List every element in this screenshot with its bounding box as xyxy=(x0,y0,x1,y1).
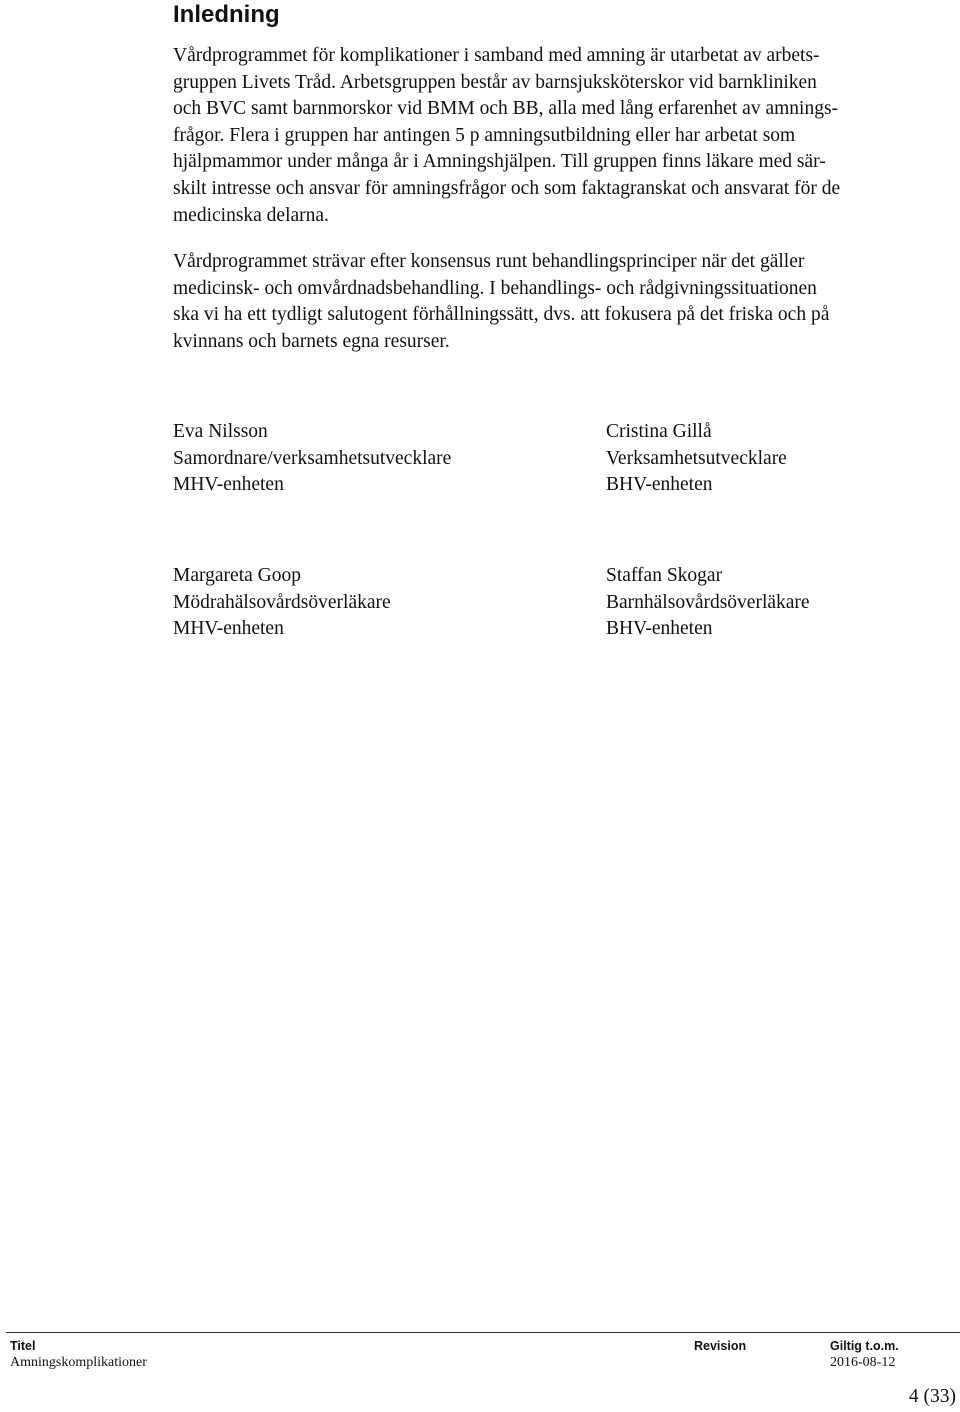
footer-revision-label: Revision xyxy=(694,1339,747,1353)
page-title: Inledning xyxy=(173,1,280,28)
intro-paragraph xyxy=(173,43,960,229)
signature-role: Mödrahälsovårdsöverläkare xyxy=(173,591,391,613)
signature-unit: BHV-enheten xyxy=(606,474,713,496)
text-line: Vårdprogrammet strävar efter konsensus runt behandlingsprinciper när det gäller xyxy=(173,251,805,272)
footer-title-value: Amningskomplikationer xyxy=(10,1355,147,1370)
text-line: medicinska delarna. xyxy=(173,204,329,226)
signature-block xyxy=(606,419,787,499)
text-line: kvinnans och barnets egna resurser. xyxy=(173,330,450,352)
footer-valid-value: 2016-08-12 xyxy=(830,1355,896,1370)
footer-divider xyxy=(6,1332,960,1333)
text-line: ska vi ha ett tydligt salutogent förhållningssätt, dvs. att fokusera på det friska och på xyxy=(173,304,830,326)
signature-block xyxy=(606,563,810,643)
signature-role: Verksamhetsutvecklare xyxy=(606,447,787,469)
signature-unit: MHV-enheten xyxy=(173,618,284,640)
signature-name: Staffan Skogar xyxy=(606,565,723,586)
footer-valid-label: Giltig t.o.m. xyxy=(830,1339,899,1353)
signature-role: Samordnare/verksamhetsutvecklare xyxy=(173,447,452,469)
text-line: Vårdprogrammet för komplikationer i samband med amning är utarbetat av arbets- xyxy=(173,45,820,66)
signature-unit: MHV-enheten xyxy=(173,474,284,496)
signature-block xyxy=(173,419,451,499)
text-line: frågor. Flera i gruppen har antingen 5 p amningsutbildning eller har arbetat som xyxy=(173,124,796,146)
text-line: hjälpmammor under många år i Amningshjälpen. Till gruppen finns läkare med sär- xyxy=(173,151,826,173)
signature-block xyxy=(173,563,391,643)
signature-unit: BHV-enheten xyxy=(606,618,713,640)
page-number: 4 (33) xyxy=(908,1386,956,1407)
footer-title-label: Titel xyxy=(10,1339,36,1353)
signature-name: Eva Nilsson xyxy=(173,421,268,442)
text-line: skilt intresse och ansvar för amningsfrågor och som faktagranskat och ansvarat för de xyxy=(173,177,841,199)
text-line: medicinsk- och omvårdnadsbehandling. I behandlings- och rådgivningssituationen xyxy=(173,277,817,299)
text-line: gruppen Livets Tråd. Arbetsgruppen består av barnsjuksköterskor vid barnkliniken xyxy=(173,71,817,93)
signature-name: Margareta Goop xyxy=(173,565,301,586)
signature-role: Barnhälsovårdsöverläkare xyxy=(606,591,810,613)
principles-paragraph xyxy=(173,249,960,355)
signature-name: Cristina Gillå xyxy=(606,421,712,442)
text-line: och BVC samt barnmorskor vid BMM och BB, alla med lång erfarenhet av amnings- xyxy=(173,98,839,120)
